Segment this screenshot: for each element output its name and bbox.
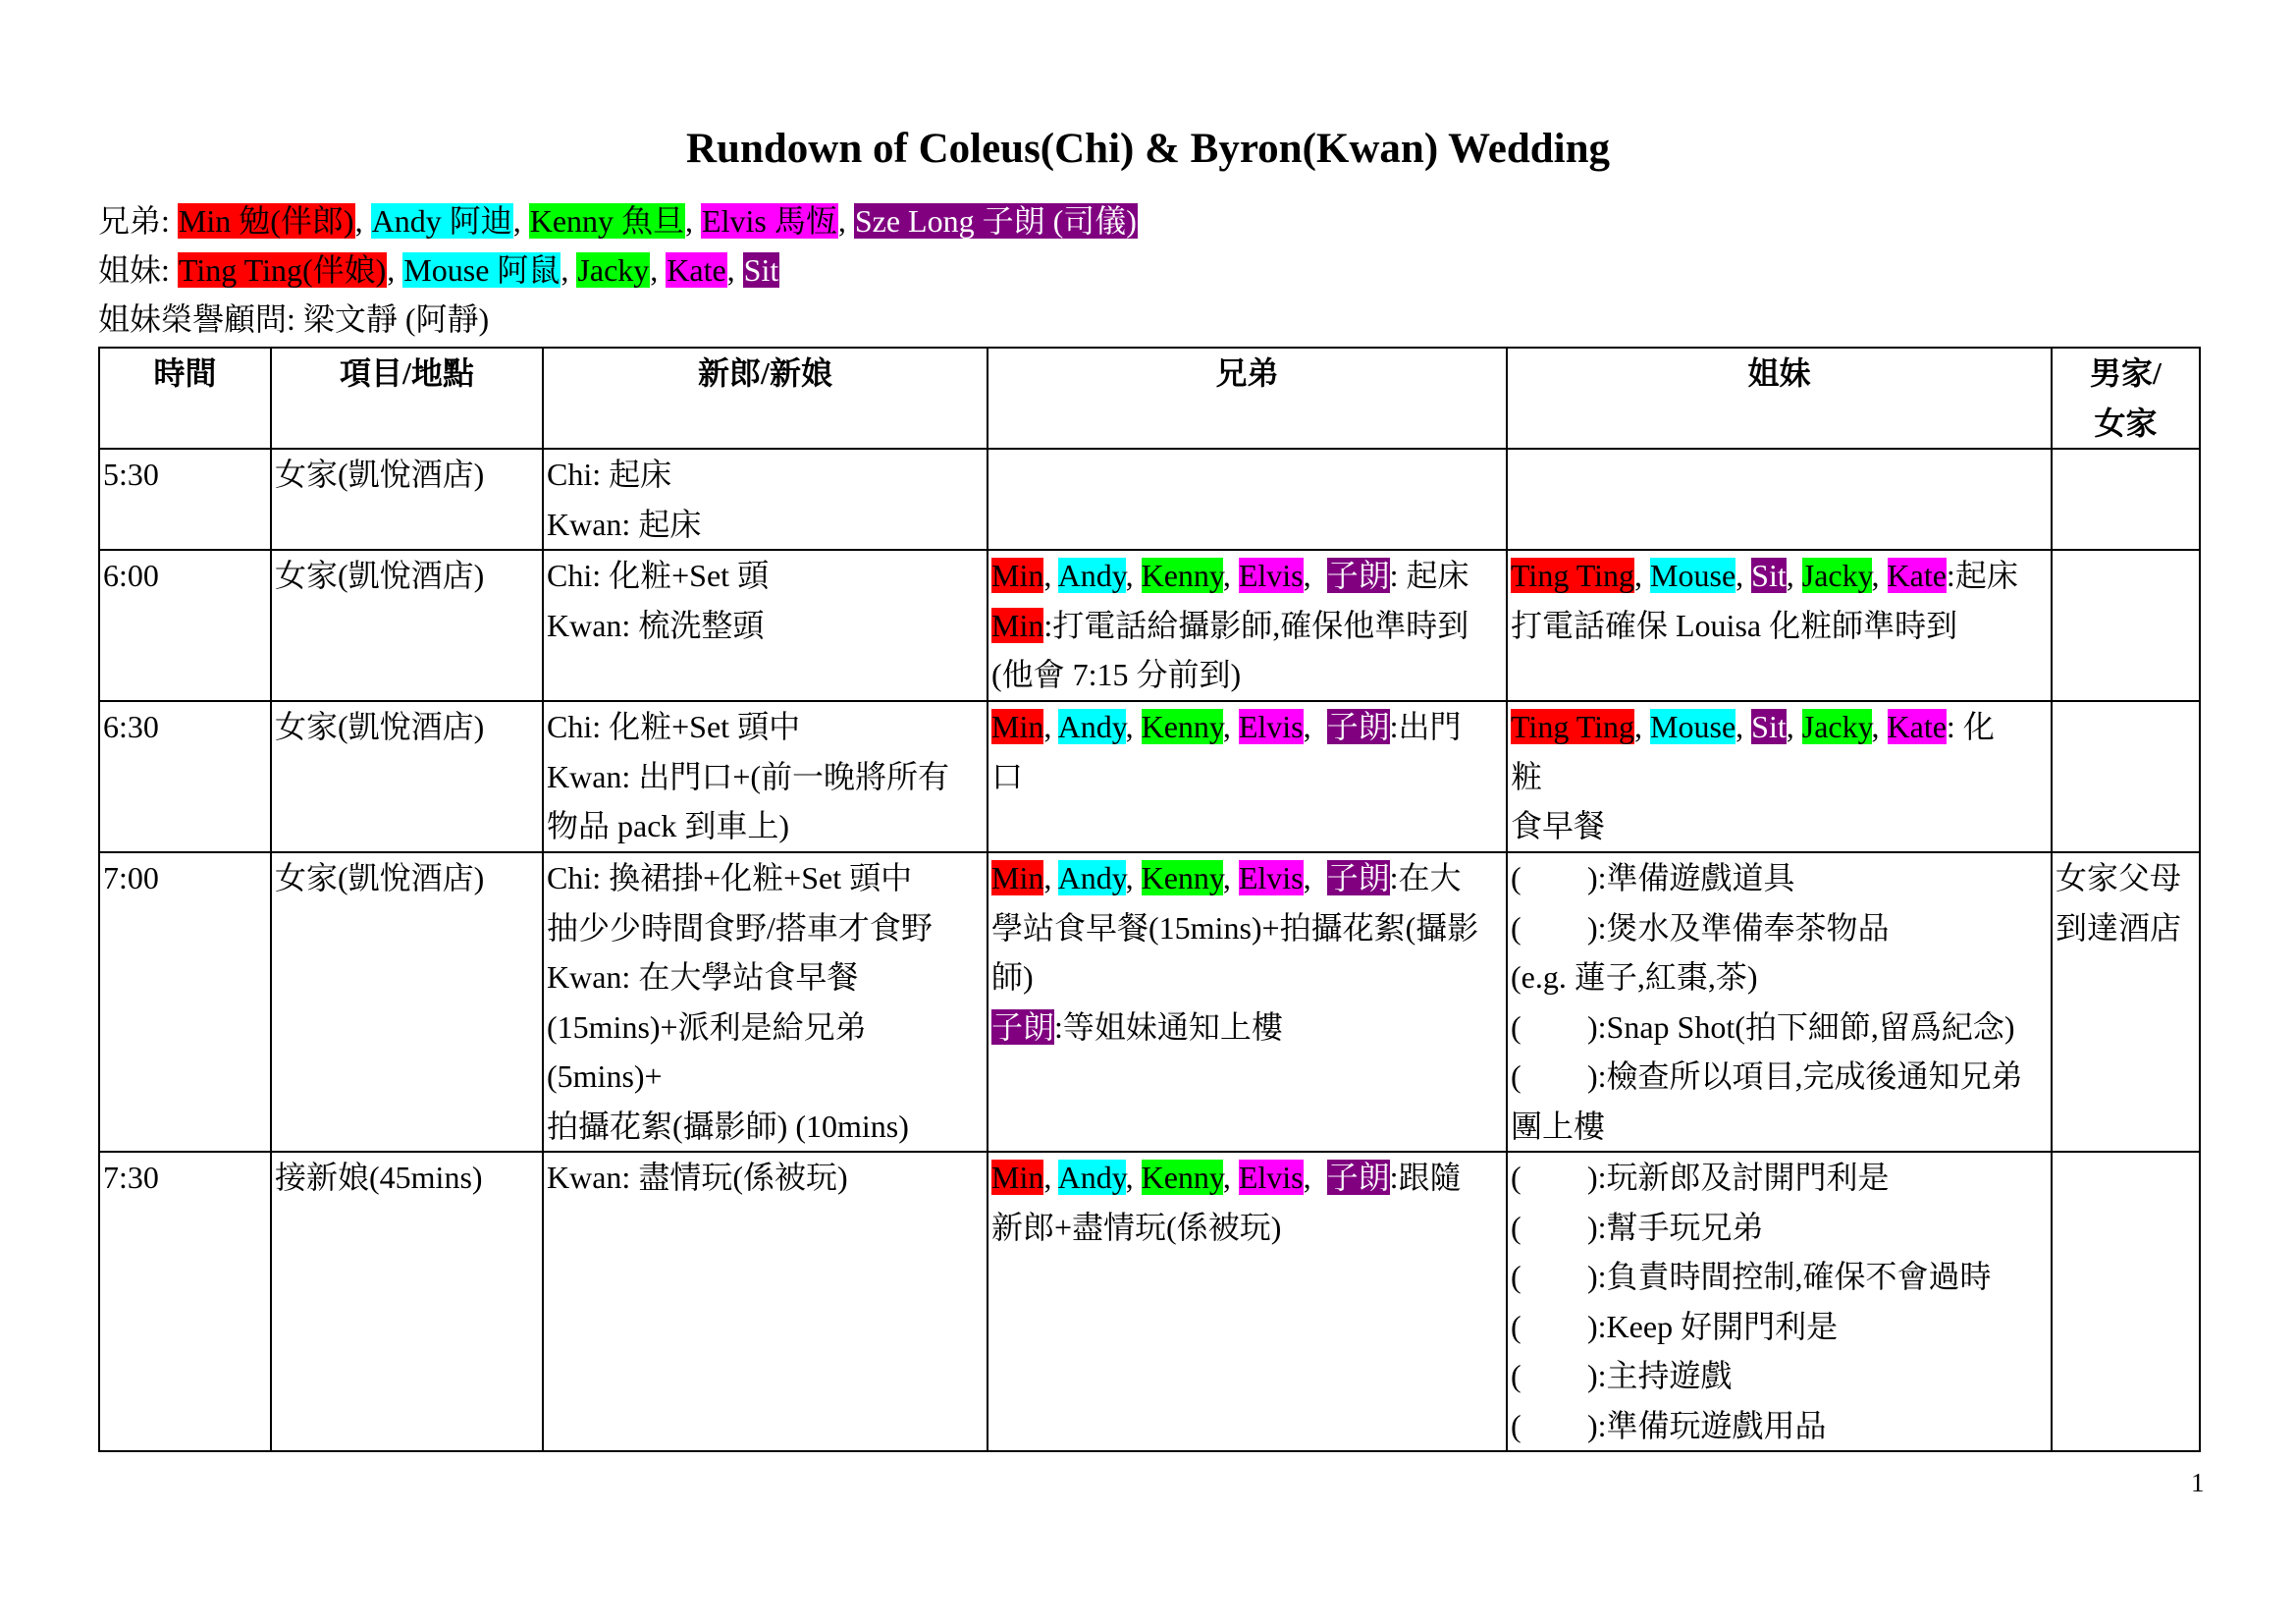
brother-kenny-tag: Kenny 魚旦 [529,203,685,239]
tag-kate: Kate [1887,709,1947,744]
brother-elvis-tag: Elvis 馬恆 [702,203,837,239]
cell-family: 女家父母 到達酒店 [2052,852,2200,1152]
cell-sisters: Ting Ting, Mouse, Sit, Jacky, Kate: 化 粧 食早餐 [1507,701,2052,852]
page-number: 1 [2191,1468,2205,1497]
tag-sit: Sit [1751,709,1787,744]
sister-tingting-tag: Ting Ting(伴娘) [178,252,387,288]
cell-sisters: Ting Ting, Mouse, Sit, Jacky, Kate:起床 打電話確保 Louisa 化粧師準時到 [1507,550,2052,701]
cell-time: 6:00 [99,550,271,701]
tag-elvis: Elvis [1238,558,1304,593]
tag-elvis: Elvis [1238,1160,1304,1195]
sister-sit-tag: Sit [743,252,779,288]
tag-kenny: Kenny [1141,860,1223,895]
tag-kate: Kate [1887,558,1947,593]
tag-zilong: 子朗 [1326,558,1390,593]
tag-andy: Andy [1057,709,1126,744]
tag-andy: Andy [1057,1160,1126,1195]
cell-item: 接新娘(45mins) [271,1152,543,1451]
tag-kenny: Kenny [1141,558,1223,593]
tag-min: Min [991,860,1044,895]
cell-brothers: Min, Andy, Kenny, Elvis, 子朗:跟隨 新郎+盡情玩(係被玩) [988,1152,1507,1451]
table-row [99,550,2200,701]
tag-andy: Andy [1057,558,1126,593]
header-brothers: 兄弟 [988,348,1507,449]
table-row [99,701,2200,852]
tag-elvis: Elvis [1238,709,1304,744]
cell-brothers: Min, Andy, Kenny, Elvis, 子朗:出門 口 [988,701,1507,852]
cell-time: 6:30 [99,701,271,852]
table-row [99,449,2200,550]
cell-brothers: Min, Andy, Kenny, Elvis, 子朗: 起床 Min:打電話給攝影師,確保他準時到 (他會 7:15 分前到) [988,550,1507,701]
sisters-advisor: 姐妹榮譽顧問: 梁文靜 (阿靜) [98,301,490,337]
sister-jacky-tag: Jacky [577,252,650,288]
cell-item: 女家(凱悅酒店) [271,852,543,1152]
cell-brothers: Min, Andy, Kenny, Elvis, 子朗:在大 學站食早餐(15mins)+拍攝花絮(攝影 師) 子朗:等姐妹通知上樓 [988,852,1507,1152]
brother-min-tag: Min 勉(伴郎) [178,203,354,239]
header-item: 項目/地點 [271,348,543,449]
table-row [99,852,2200,1152]
tag-min: Min [991,709,1044,744]
cell-item: 女家(凱悅酒店) [271,449,543,550]
table-row [99,1152,2200,1451]
tag-zilong: 子朗 [1326,860,1390,895]
document-title: Rundown of Coleus(Chi) & Byron(Kwan) Wedding [685,126,1611,172]
tag-min: Min [991,558,1044,593]
cell-family [2052,449,2200,550]
tag-tingting: Ting Ting [1511,558,1635,593]
cell-sisters: ( ):準備遊戲道具 ( ):煲水及準備奉茶物品 (e.g. 蓮子,紅棗,茶) ( ):Snap Shot(拍下細節,留爲紀念) ( ):檢查所以項目,完成後通知兄弟 團上樓 [1507,852,2052,1152]
tag-zilong: 子朗 [1326,1160,1390,1195]
tag-mouse: Mouse [1650,709,1736,744]
cell-couple: Kwan: 盡情玩(係被玩) [543,1152,988,1451]
tag-mouse: Mouse [1650,558,1736,593]
cell-couple: Chi: 換裙掛+化粧+Set 頭中 抽少少時間食野/搭車才食野 Kwan: 在大學站食早餐 (15mins)+派利是給兄弟 (5mins)+ 拍攝花絮(攝影師) (10mins) [543,852,988,1152]
tag-tingting: Ting Ting [1511,709,1635,744]
rundown-table [98,347,2201,1452]
tag-zilong: 子朗 [991,1008,1055,1045]
table-header-row [99,348,2200,449]
cell-family [2052,701,2200,852]
cell-time: 7:00 [99,852,271,1152]
tag-elvis: Elvis [1238,860,1304,895]
sister-kate-tag: Kate [667,252,726,288]
tag-zilong: 子朗 [1326,709,1390,744]
sisters-legend: 姐妹: Ting Ting(伴娘), Mouse 阿鼠, Jacky, Kate, Sit [98,252,779,288]
header-couple: 新郎/新娘 [543,348,988,449]
header-time: 時間 [99,348,271,449]
cell-item: 女家(凱悅酒店) [271,701,543,852]
cell-brothers [988,449,1507,550]
cell-time: 5:30 [99,449,271,550]
tag-min: Min [991,607,1044,643]
tag-jacky: Jacky [1801,558,1872,593]
cell-family [2052,550,2200,701]
tag-kenny: Kenny [1141,709,1223,744]
sister-mouse-tag: Mouse 阿鼠 [403,252,561,288]
cell-family [2052,1152,2200,1451]
brothers-legend-label: 兄弟: [98,203,178,239]
header-sisters: 姐妹 [1507,348,2052,449]
cell-couple: Chi: 起床 Kwan: 起床 [543,449,988,550]
tag-kenny: Kenny [1141,1160,1223,1195]
sisters-legend-label: 姐妹: [98,252,178,288]
cell-couple: Chi: 化粧+Set 頭中 Kwan: 出門口+(前一晚將所有 物品 pack 到車上) [543,701,988,852]
header-family: 男家/ 女家 [2052,348,2200,449]
cell-item: 女家(凱悅酒店) [271,550,543,701]
brothers-legend: 兄弟: Min 勉(伴郎), Andy 阿迪, Kenny 魚旦, Elvis 馬恆, Sze Long 子朗 (司儀) [98,203,1137,239]
tag-min: Min [991,1160,1044,1195]
cell-sisters [1507,449,2052,550]
cell-sisters: ( ):玩新郎及討開門利是 ( ):幫手玩兄弟 ( ):負責時間控制,確保不會過時 ( ):Keep 好開門利是 ( ):主持遊戲 ( ):準備玩遊戲用品 [1507,1152,2052,1451]
tag-andy: Andy [1057,860,1126,895]
cell-time: 7:30 [99,1152,271,1451]
brother-szelong-tag: Sze Long 子朗 (司儀) [854,203,1137,239]
tag-jacky: Jacky [1801,709,1872,744]
cell-couple: Chi: 化粧+Set 頭 Kwan: 梳洗整頭 [543,550,988,701]
brother-andy-tag: Andy 阿迪 [371,203,512,239]
tag-sit: Sit [1751,558,1787,593]
